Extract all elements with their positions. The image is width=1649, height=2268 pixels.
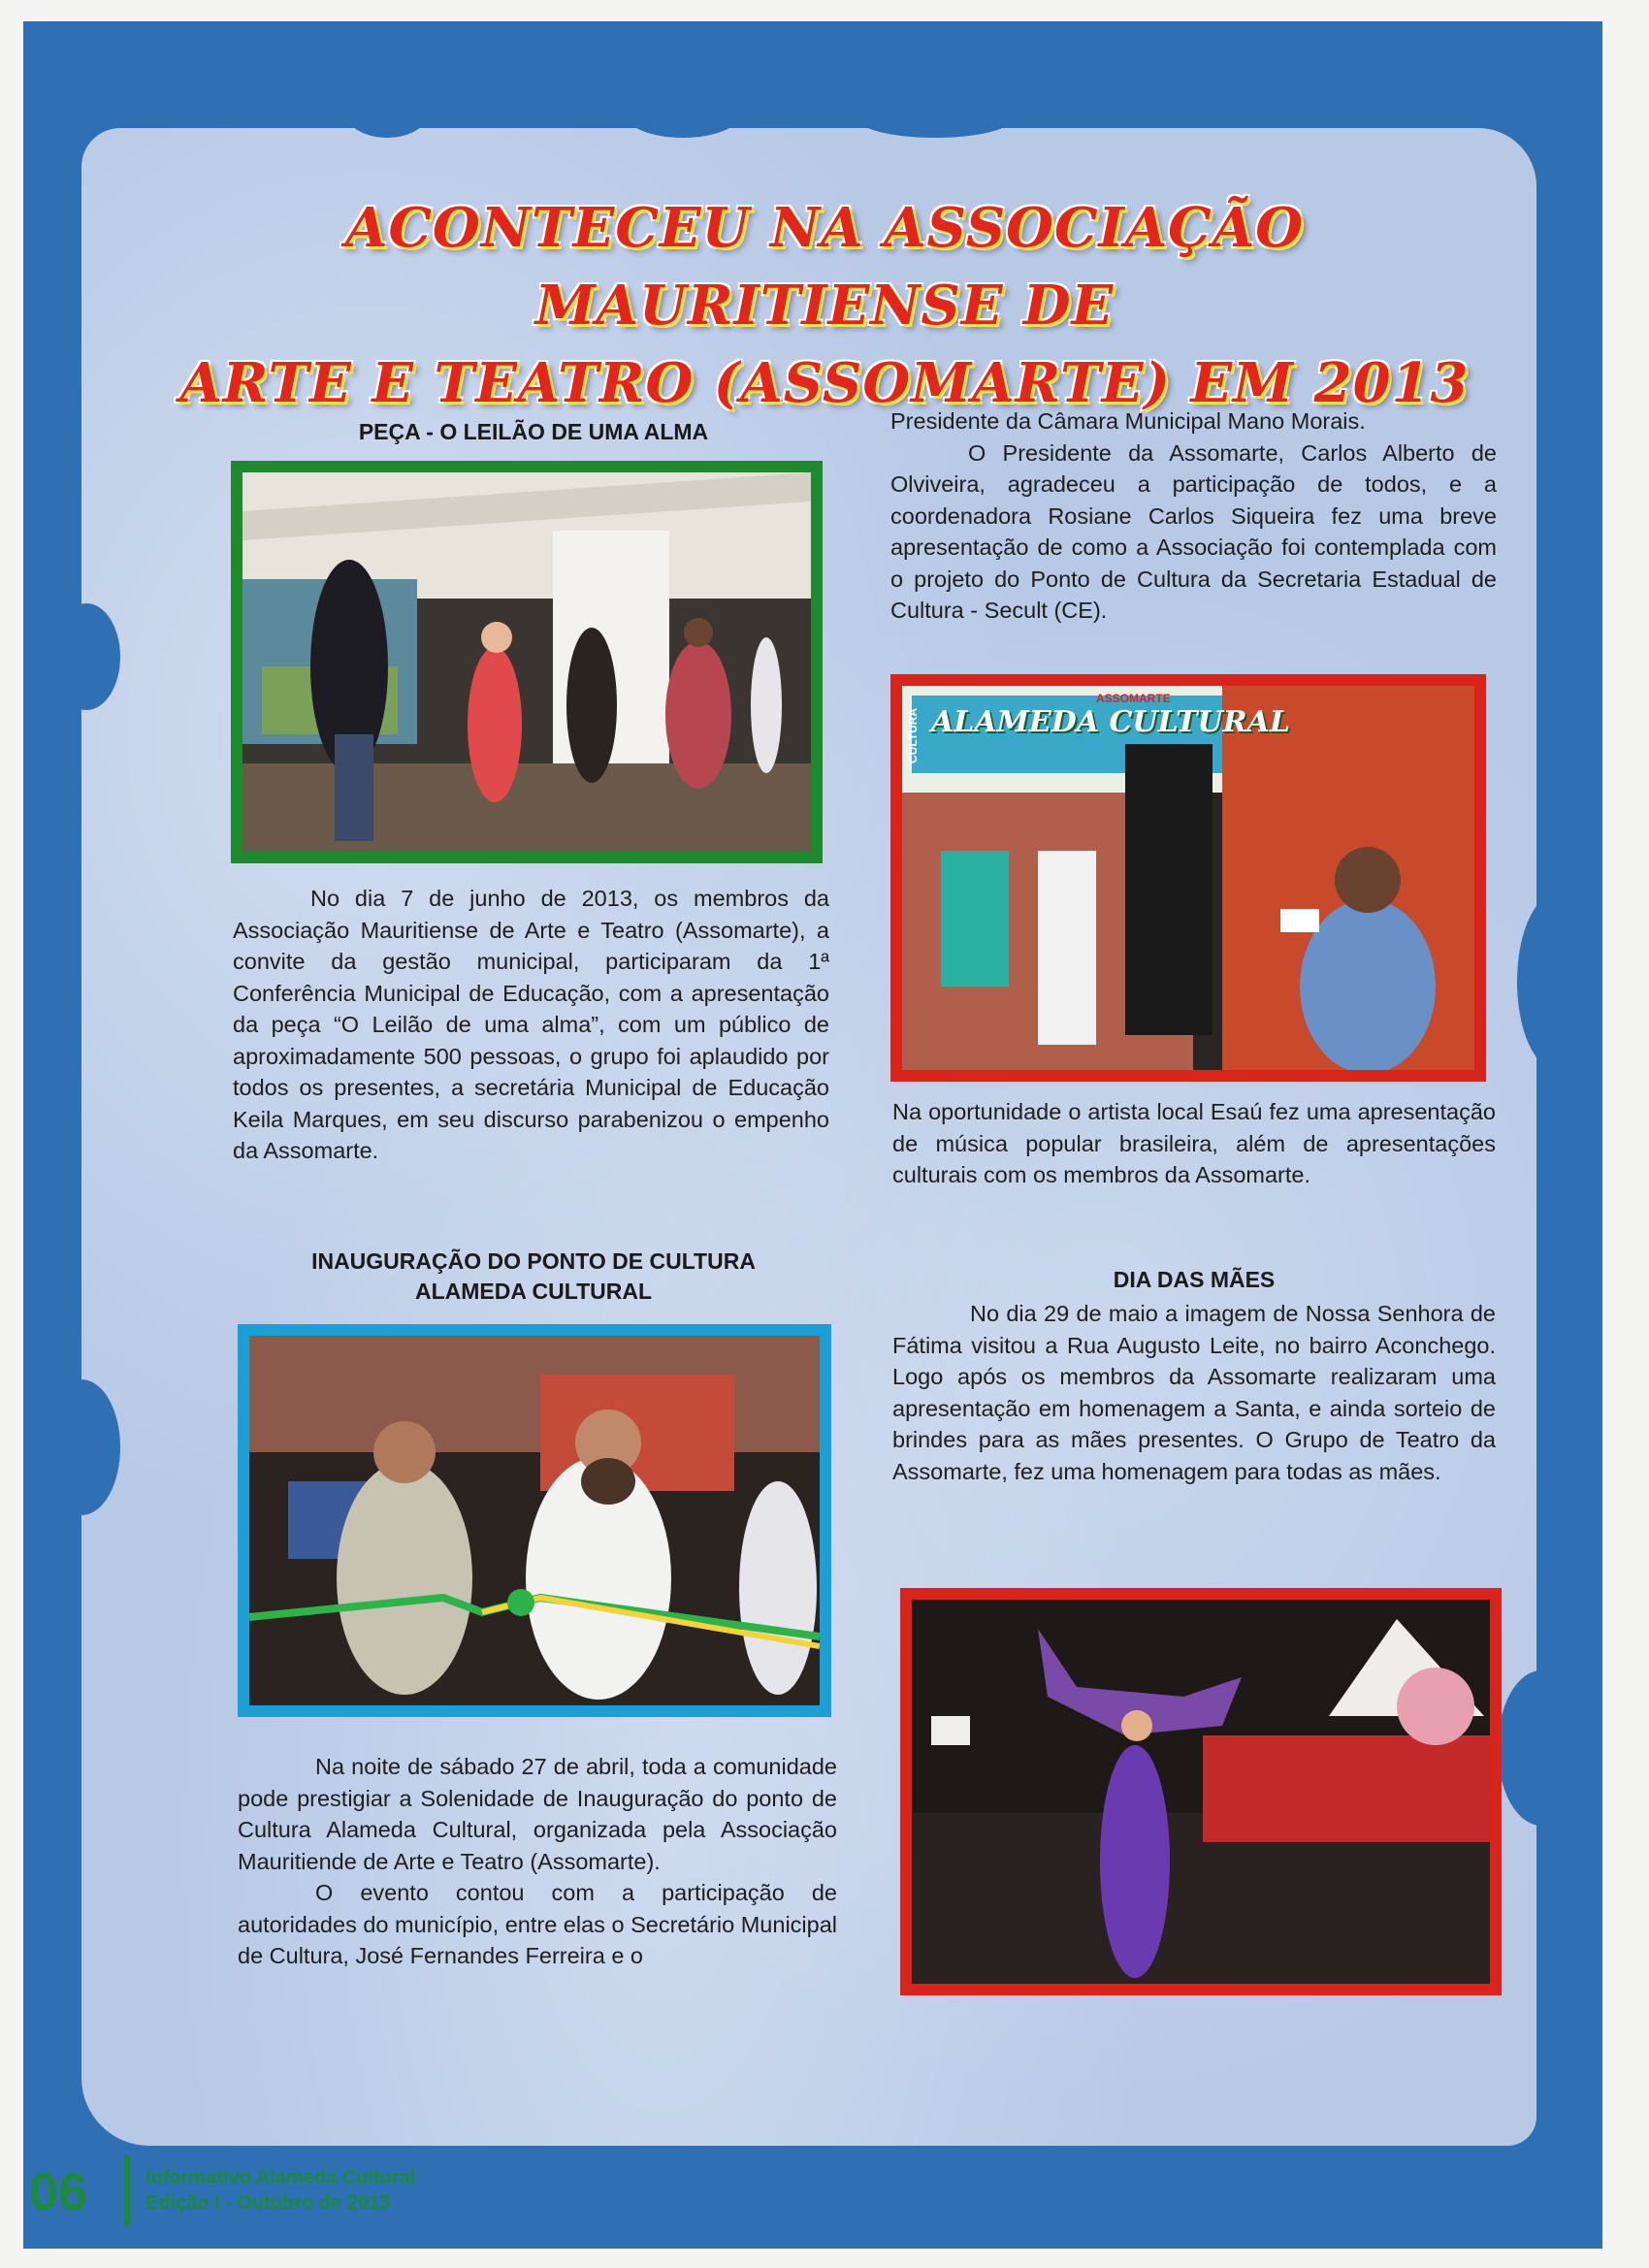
title-line-1: ACONTECEU NA ASSOCIAÇÃO MAURITIENSE DE <box>345 196 1304 338</box>
footer-edition: Edição I - Outubro de 2013 <box>146 2192 391 2214</box>
footer-publication-name: Informativo Alameda Cultural <box>146 2167 416 2188</box>
paragraph-mothers-day <box>892 1298 1496 1487</box>
theater-play-image <box>242 472 811 852</box>
photo-ribbon-cutting <box>238 1324 831 1717</box>
section-heading-play: PEÇA - O LEILÃO DE UMA ALMA <box>358 419 709 444</box>
page-number: 06 <box>29 2163 88 2221</box>
sign-top-label: ASSOMARTE <box>1096 692 1171 705</box>
heading-inauguration-line-2: ALAMEDA CULTURAL <box>414 1279 652 1304</box>
title-line-2: ARTE E TEATRO (ASSOMARTE) EM 2013 <box>179 351 1470 415</box>
paragraph-thanks-text: O Presidente da Assomarte, Carlos Alberto de Olviveira, agradeceu a participação de todos, e a coordenadora Rosiane Carlos Siqueira fez uma breve apresentação de como a Associação foi contemplada com o projeto do Ponto de Cultura da Secretaria Estadual de Cultura - Secult (CE). <box>890 439 1497 623</box>
cultural-center-image <box>902 686 1474 1070</box>
decorative-splash <box>52 603 120 710</box>
paragraph-mothers-day-text: No dia 29 de maio a imagem de Nossa Senhora de Fátima visitou a Rua Augusto Leite, no bairro Aconchego. Logo após os membros da Assomarte realizaram uma apresentação em homenagem a Santa, e ainda sorteio de brindes para as mães presentes. O Grupo de Teatro da Assomarte, fez uma homenagem para todas as mães. <box>892 1301 1496 1484</box>
photo-theater-play <box>231 461 823 863</box>
paragraph-artist-text: Na oportunidade o artista local Esaú fez uma apresentação de música popular brasileira, além de apresentações culturais com os membros da Assomarte. <box>892 1099 1496 1187</box>
paragraph-artist <box>892 1096 1496 1191</box>
photo-cultural-center <box>890 674 1486 1082</box>
decorative-splash <box>625 89 741 138</box>
footer-publication <box>146 2165 415 2216</box>
paragraph-play <box>233 883 829 1167</box>
paragraph-inauguration-text: Na noite de sábado 27 de abril, toda a comunidade pode prestigiar a Solenidade de Inauguração do ponto de Cultura Alameda Cultural, organizada pela Associação Mauritiende de Arte e Teatro (Assomarte). <box>238 1754 837 1874</box>
paragraph-play-text: No dia 7 de junho de 2013, os membros da Associação Mauritiense de Arte e Teatro (Assomarte), a convite da gestão municipal, participaram da 1ª Conferência Municipal de Educação, com a apresentação da peça “O Leilão de uma alma”, com um público de aproximadamente 500 pessoas, o grupo foi aplaudido por todos os presentes, a secretária Municipal de Educação Keila Marques, em seu discurso parabenizou o empenho da Assomarte. <box>233 886 829 1163</box>
decorative-splash <box>1498 1670 1585 1826</box>
heading-inauguration-line-1: INAUGURAÇÃO DO PONTO DE CULTURA <box>311 1248 756 1274</box>
ribbon-cutting-image <box>249 1336 820 1705</box>
paragraph-president <box>890 405 1497 627</box>
section-heading-mothers-day: DIA DAS MÃES <box>1113 1267 1276 1292</box>
sign-alameda-cultural: ALAMEDA CULTURAL <box>931 705 1290 739</box>
page-title <box>146 189 1504 422</box>
photo-mothers-day-performance <box>900 1588 1502 1995</box>
paragraph-inauguration <box>238 1751 837 1972</box>
decorative-splash <box>43 1379 120 1515</box>
decorative-splash <box>857 99 1013 138</box>
section-heading-inauguration <box>233 1247 834 1307</box>
decorative-splash <box>343 80 431 138</box>
decorative-splash <box>1517 894 1595 1069</box>
footer-divider <box>124 2155 130 2225</box>
sign-side-label: CULTURA <box>906 707 920 763</box>
decorative-splash <box>198 89 256 128</box>
paragraph-president-text: Presidente da Câmara Municipal Mano Morais. <box>890 408 1366 434</box>
paragraph-event-text: O evento contou com a participação de autoridades do município, entre elas o Secretário Municipal de Cultura, José Fernandes Ferreira e o <box>238 1880 837 1968</box>
mothers-day-image <box>912 1600 1490 1984</box>
